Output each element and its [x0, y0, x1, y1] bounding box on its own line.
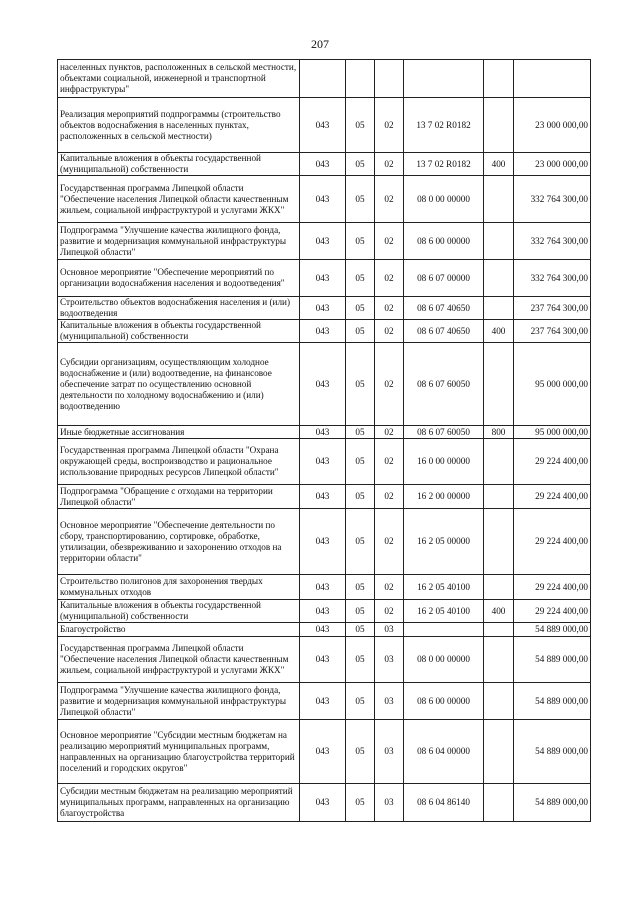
col-amount: 54 889 000,00: [514, 683, 591, 720]
table-row: [58, 153, 591, 176]
row-name: Подпрограмма "Улучшение качества жилищного фонда, развитие и модернизация коммунальной инфраструктуры Липецкой области": [58, 223, 300, 260]
col-target-article: 08 6 07 40650: [404, 320, 484, 343]
col-ministry: 043: [300, 784, 346, 822]
col-ministry: 043: [300, 439, 346, 485]
col-amount: 29 224 400,00: [514, 600, 591, 623]
col-section: 05: [346, 575, 375, 600]
col-section: 05: [346, 260, 375, 297]
table-row: [58, 575, 591, 600]
col-expense-type: [484, 343, 514, 426]
col-subsection: 03: [375, 683, 404, 720]
col-target-article: 08 6 07 60050: [404, 343, 484, 426]
row-name: Основное мероприятие "Обеспечение деятельности по сбору, транспортированию, сортировке, обработке, утилизации, обезвреживанию и захоронению отходов на территории области": [58, 509, 300, 575]
col-amount: 237 764 300,00: [514, 297, 591, 320]
col-target-article: 16 2 05 40100: [404, 600, 484, 623]
col-subsection: 02: [375, 223, 404, 260]
row-name: населенных пунктов, расположенных в сельской местности, объектами социальной, инженерной и транспортной инфраструктуры": [58, 60, 300, 98]
table-row: [58, 637, 591, 683]
row-name: Основное мероприятие "Субсидии местным бюджетам на реализацию мероприятий муниципальных программ, направленных на организацию благоустройства территорий поселений и городских округов": [58, 720, 300, 784]
col-section: 05: [346, 683, 375, 720]
col-ministry: 043: [300, 623, 346, 637]
col-section: 05: [346, 320, 375, 343]
col-ministry: 043: [300, 320, 346, 343]
col-section: 05: [346, 426, 375, 439]
col-target-article: 08 6 00 00000: [404, 223, 484, 260]
col-amount: 332 764 300,00: [514, 223, 591, 260]
col-target-article: [404, 623, 484, 637]
table-row: [58, 720, 591, 784]
col-expense-type: [484, 720, 514, 784]
table-row: [58, 509, 591, 575]
col-expense-type: [484, 637, 514, 683]
row-name: Иные бюджетные ассигнования: [58, 426, 300, 439]
col-amount: 54 889 000,00: [514, 720, 591, 784]
table-row: [58, 426, 591, 439]
col-target-article: 08 6 07 00000: [404, 260, 484, 297]
row-name: Государственная программа Липецкой области "Обеспечение населения Липецкой области качественным жильем, социальной инфраструктурой и услугами ЖКХ": [58, 637, 300, 683]
col-section: 05: [346, 784, 375, 822]
col-target-article: 16 0 00 00000: [404, 439, 484, 485]
row-name: Подпрограмма "Улучшение качества жилищного фонда, развитие и модернизация коммунальной инфраструктуры Липецкой области": [58, 683, 300, 720]
col-subsection: 02: [375, 176, 404, 223]
col-ministry: 043: [300, 343, 346, 426]
col-expense-type: [484, 439, 514, 485]
row-name: Государственная программа Липецкой области "Обеспечение населения Липецкой области качественным жильем, социальной инфраструктурой и услугами ЖКХ": [58, 176, 300, 223]
col-section: 05: [346, 297, 375, 320]
col-amount: 95 000 000,00: [514, 343, 591, 426]
col-section: 05: [346, 637, 375, 683]
row-name: Строительство объектов водоснабжения населения и (или) водоотведения: [58, 297, 300, 320]
col-amount: 23 000 000,00: [514, 153, 591, 176]
col-ministry: 043: [300, 509, 346, 575]
col-subsection: 02: [375, 297, 404, 320]
col-expense-type: 400: [484, 320, 514, 343]
col-expense-type: [484, 575, 514, 600]
table-row: [58, 320, 591, 343]
col-subsection: 02: [375, 98, 404, 153]
table-row: [58, 260, 591, 297]
col-ministry: 043: [300, 260, 346, 297]
col-target-article: 08 6 07 40650: [404, 297, 484, 320]
row-name: Строительство полигонов для захоронения твердых коммунальных отходов: [58, 575, 300, 600]
col-subsection: 02: [375, 439, 404, 485]
row-name: Капитальные вложения в объекты государственной (муниципальной) собственности: [58, 153, 300, 176]
row-name: Государственная программа Липецкой области "Охрана окружающей среды, воспроизводство и рациональное использование природных ресурсов Липецкой области": [58, 439, 300, 485]
col-target-article: 13 7 02 R0182: [404, 98, 484, 153]
table-row: [58, 176, 591, 223]
row-name: Благоустройство: [58, 623, 300, 637]
col-amount: 54 889 000,00: [514, 623, 591, 637]
col-subsection: 02: [375, 153, 404, 176]
col-subsection: 03: [375, 623, 404, 637]
col-ministry: 043: [300, 600, 346, 623]
col-section: 05: [346, 509, 375, 575]
col-subsection: 02: [375, 343, 404, 426]
col-amount: 237 764 300,00: [514, 320, 591, 343]
row-name: Подпрограмма "Обращение с отходами на территории Липецкой области": [58, 485, 300, 509]
col-ministry: 043: [300, 720, 346, 784]
col-section: 05: [346, 439, 375, 485]
col-subsection: 02: [375, 575, 404, 600]
col-ministry: 043: [300, 176, 346, 223]
col-expense-type: [484, 223, 514, 260]
col-target-article: 08 6 04 86140: [404, 784, 484, 822]
col-expense-type: 800: [484, 426, 514, 439]
row-name: Капитальные вложения в объекты государственной (муниципальной) собственности: [58, 600, 300, 623]
col-target-article: 16 2 05 00000: [404, 509, 484, 575]
col-subsection: 02: [375, 509, 404, 575]
col-amount: 29 224 400,00: [514, 439, 591, 485]
col-ministry: 043: [300, 297, 346, 320]
col-target-article: 08 6 04 00000: [404, 720, 484, 784]
col-ministry: 043: [300, 575, 346, 600]
col-ministry: 043: [300, 223, 346, 260]
col-amount: 332 764 300,00: [514, 260, 591, 297]
col-target-article: 08 0 00 00000: [404, 637, 484, 683]
col-section: 05: [346, 600, 375, 623]
col-target-article: 08 6 00 00000: [404, 683, 484, 720]
row-name: Реализация мероприятий подпрограммы (строительство объектов водоснабжения в населенных пунктах, расположенных в сельской местности): [58, 98, 300, 153]
col-expense-type: [484, 98, 514, 153]
col-ministry: [300, 60, 346, 98]
col-amount: 29 224 400,00: [514, 575, 591, 600]
table-row: [58, 98, 591, 153]
table-row: [58, 683, 591, 720]
col-ministry: 043: [300, 683, 346, 720]
row-name: Субсидии организациям, осуществляющим холодное водоснабжение и (или) водоотведение, на финансовое обеспечение затрат по осуществлению основной деятельности по холодному водоснабжению и (или) водоотведению: [58, 343, 300, 426]
col-subsection: 02: [375, 320, 404, 343]
col-section: 05: [346, 485, 375, 509]
col-target-article: 08 6 07 60050: [404, 426, 484, 439]
col-section: 05: [346, 343, 375, 426]
table-row: [58, 600, 591, 623]
col-expense-type: [484, 509, 514, 575]
col-target-article: 16 2 05 40100: [404, 575, 484, 600]
col-ministry: 043: [300, 98, 346, 153]
col-target-article: 08 0 00 00000: [404, 176, 484, 223]
table-row: [58, 297, 591, 320]
col-expense-type: 400: [484, 600, 514, 623]
col-subsection: 03: [375, 784, 404, 822]
col-expense-type: [484, 623, 514, 637]
col-expense-type: [484, 297, 514, 320]
page-number: 207: [311, 37, 329, 51]
col-ministry: 043: [300, 637, 346, 683]
col-ministry: 043: [300, 153, 346, 176]
col-amount: 29 224 400,00: [514, 509, 591, 575]
col-subsection: 02: [375, 426, 404, 439]
table-row: [58, 60, 591, 98]
table-row: [58, 439, 591, 485]
col-target-article: 16 2 00 00000: [404, 485, 484, 509]
col-amount: 332 764 300,00: [514, 176, 591, 223]
table-row: [58, 223, 591, 260]
col-section: 05: [346, 176, 375, 223]
budget-table: [57, 59, 591, 822]
col-expense-type: [484, 683, 514, 720]
col-amount: [514, 60, 591, 98]
row-name: Основное мероприятие "Обеспечение мероприятий по организации водоснабжения населения и водоотведения": [58, 260, 300, 297]
col-target-article: 13 7 02 R0182: [404, 153, 484, 176]
row-name: Субсидии местным бюджетам на реализацию мероприятий муниципальных программ, направленных на организацию благоустройства: [58, 784, 300, 822]
col-section: 05: [346, 623, 375, 637]
row-name: Капитальные вложения в объекты государственной (муниципальной) собственности: [58, 320, 300, 343]
col-expense-type: [484, 485, 514, 509]
col-subsection: 03: [375, 637, 404, 683]
col-amount: 54 889 000,00: [514, 784, 591, 822]
col-amount: 95 000 000,00: [514, 426, 591, 439]
col-ministry: 043: [300, 485, 346, 509]
col-expense-type: [484, 176, 514, 223]
col-expense-type: [484, 60, 514, 98]
col-subsection: [375, 60, 404, 98]
col-expense-type: [484, 784, 514, 822]
table-row: [58, 784, 591, 822]
col-target-article: [404, 60, 484, 98]
col-section: [346, 60, 375, 98]
col-subsection: 02: [375, 260, 404, 297]
col-subsection: 02: [375, 600, 404, 623]
col-section: 05: [346, 98, 375, 153]
col-expense-type: [484, 260, 514, 297]
col-section: 05: [346, 153, 375, 176]
table-row: [58, 623, 591, 637]
col-amount: 29 224 400,00: [514, 485, 591, 509]
col-section: 05: [346, 720, 375, 784]
col-ministry: 043: [300, 426, 346, 439]
table-row: [58, 485, 591, 509]
col-amount: 54 889 000,00: [514, 637, 591, 683]
col-amount: 23 000 000,00: [514, 98, 591, 153]
col-expense-type: 400: [484, 153, 514, 176]
col-subsection: 02: [375, 485, 404, 509]
col-subsection: 03: [375, 720, 404, 784]
table-row: [58, 343, 591, 426]
col-section: 05: [346, 223, 375, 260]
